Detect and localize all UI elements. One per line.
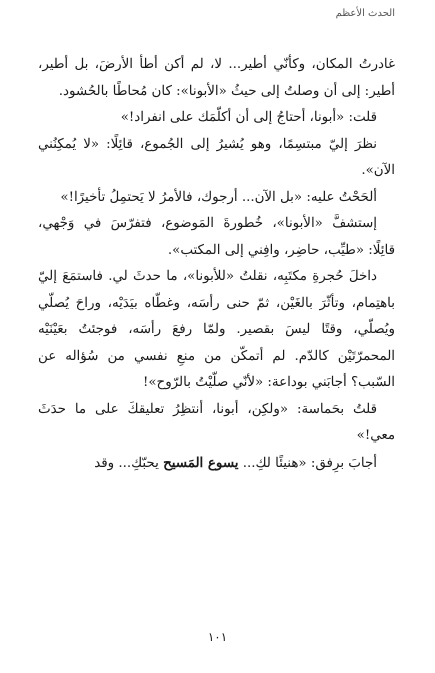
paragraph-8-start: أجابَ برِفق: «هنيئًا لكِ... xyxy=(238,455,377,471)
paragraph-5: إستشفَّ «الأبونا»، خُطورةَ المَوضوع، فتفرّسَ في وَجْهي، قائِلًا: «طيِّب، حاضِر، وافِني إلى المكتب». xyxy=(38,216,395,258)
paragraph-2: قلت: «أبونا، أحتاجُ إلى أن أكلّمَك على انفراد!» xyxy=(120,110,377,125)
paragraph-8-end: يحبّكِ... وقد xyxy=(94,455,164,471)
paragraph-8 xyxy=(38,450,395,478)
paragraph-1: غادرتُ المكان، وكأنّي أطير... لا، لم أكن أطأ الأرضَ، بل أطير، أطير: إلى أن وصلتُ إلى حيثُ «الأبونا»: كان مُحاطًا بالحُشود. xyxy=(38,57,395,99)
paragraph-7: قلتُ بحَماسة: «ولكِن، أبونا، أنتظِرُ تعليقكَ على ما حدَثَ معي!» xyxy=(38,401,395,443)
body-text xyxy=(38,52,395,477)
paragraph-6: داخلَ حُجرةِ مكتَبِه، نقلتُ «للأبونا»، ما حدثَ لي. فاستمَعَ إليّ باهتِمام، وتأثّرَ بالغَيْن، ثمّ حنى رأسَه، وغطّاه بيَدَيْه، وراحَ يُصلّي ويُصلّي، وقتًا ليسَ بقصير. ولمّا رفعَ رأسَه، فوجئتُ بعَيْنَيْه المحمرّتَيْن كالدّم. لم أتمكّن من منعِ نفسي من سُؤاله عن السّبب؟ أجابَني بوداعة: «لأنّي صلّيْتُ بالرّوح»! xyxy=(38,269,395,390)
paragraph-4: ألحَحْتُ عليه: «بل الآن... أرجوك، فالأمرُ لا يَحتمِلُ تأخيرًا!» xyxy=(60,189,377,205)
bold-name: يسوع المَسيح xyxy=(163,454,239,471)
running-header: الحدث الأعظم xyxy=(335,8,395,19)
paragraph-3: نظرَ إليّ مبتسِمًا، وهو يُشيرُ إلى الجُموع، قائِلًا: «لا يُمكِنُني الآن». xyxy=(38,136,395,178)
page-number: ١٠١ xyxy=(207,630,228,644)
